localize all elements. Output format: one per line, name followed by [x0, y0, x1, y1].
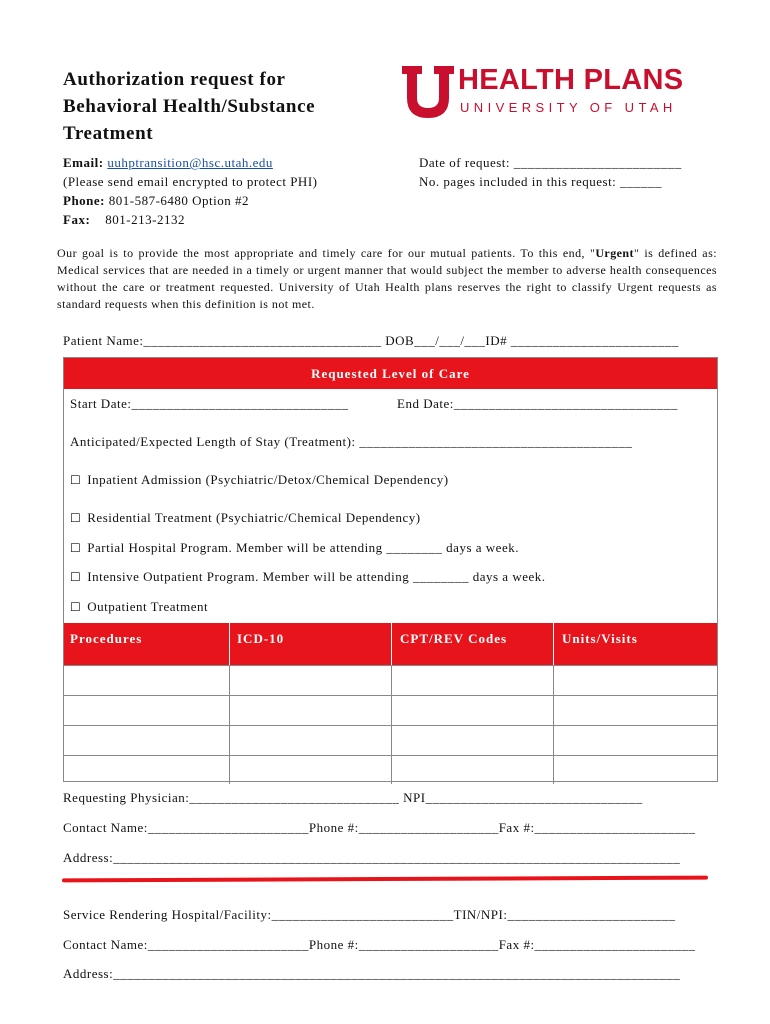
length-of-stay-field[interactable]: Anticipated/Expected Length of Stay (Treatment): _______________________________________ — [70, 434, 633, 449]
logo-brand: HEALTH PLANS — [458, 64, 684, 96]
table-cell[interactable] — [553, 726, 718, 756]
table-cell[interactable] — [64, 726, 229, 756]
fax-value: 801-213-2132 — [105, 212, 185, 227]
table-cell[interactable] — [64, 756, 229, 784]
option-inpatient[interactable] — [70, 472, 449, 488]
phone-label: Phone: — [63, 193, 105, 208]
table-cell[interactable] — [553, 756, 718, 784]
table-cell[interactable] — [229, 726, 392, 756]
table-cell[interactable] — [229, 696, 392, 726]
header-divider — [229, 623, 230, 665]
physician-contact-field[interactable]: Contact Name:_______________________Phone #:____________________Fax #:_______________________ — [63, 820, 696, 835]
checkbox-icon[interactable]: ☐ — [70, 541, 82, 555]
col-icd10: ICD-10 — [237, 631, 285, 646]
table-row — [64, 665, 717, 696]
checkbox-icon[interactable]: ☐ — [70, 473, 82, 487]
checkbox-icon[interactable]: ☐ — [70, 570, 82, 584]
table-cell[interactable] — [391, 666, 554, 696]
section-divider — [62, 876, 708, 883]
intro-paragraph — [57, 245, 717, 313]
option-label: Outpatient Treatment — [87, 599, 209, 614]
form-title — [63, 66, 315, 147]
col-procedures: Procedures — [70, 631, 143, 646]
email-label: Email: — [63, 155, 104, 170]
urgent-term: Urgent — [595, 246, 635, 260]
header-divider — [553, 623, 554, 665]
option-label: Intensive Outpatient Program. Member will be attending ________ days a week. — [87, 569, 546, 584]
contact-info — [63, 153, 317, 229]
patient-info-field[interactable]: Patient Name:__________________________________ DOB___/___/___ID# ________________________ — [63, 333, 679, 348]
option-label: Residential Treatment (Psychiatric/Chemical Dependency) — [87, 510, 421, 525]
email-link[interactable]: uuhptransition@hsc.utah.edu — [107, 155, 273, 170]
title-line-2: Behavioral Health/Substance — [63, 96, 316, 117]
option-label: Partial Hospital Program. Member will be attending ________ days a week. — [87, 540, 519, 555]
date-of-request-field[interactable]: Date of request: ________________________ — [419, 155, 682, 170]
care-box — [63, 357, 718, 782]
option-residential[interactable] — [70, 510, 421, 526]
pages-included-field[interactable]: No. pages included in this request: ______ — [419, 174, 663, 189]
header-divider — [391, 623, 392, 665]
title-line-1: Authorization request for — [63, 69, 286, 90]
table-cell[interactable] — [553, 666, 718, 696]
logo-subtitle: UNIVERSITY OF UTAH — [460, 100, 677, 115]
checkbox-icon[interactable]: ☐ — [70, 600, 82, 614]
facility-field[interactable]: Service Rendering Hospital/Facility:__________________________TIN/NPI:________________________ — [63, 907, 676, 922]
table-cell[interactable] — [391, 696, 554, 726]
table-cell[interactable] — [64, 666, 229, 696]
table-row — [64, 755, 717, 784]
end-date-field[interactable]: End Date:________________________________ — [397, 396, 678, 411]
table-cell[interactable] — [64, 696, 229, 726]
table-cell[interactable] — [553, 696, 718, 726]
option-outpatient[interactable] — [70, 599, 208, 615]
requesting-physician-field[interactable]: Requesting Physician:______________________________ NPI_______________________________ — [63, 790, 643, 805]
start-date-field[interactable]: Start Date:_______________________________ — [70, 396, 349, 411]
title-line-3: Treatment — [63, 123, 154, 144]
table-cell[interactable] — [229, 756, 392, 784]
option-label: Inpatient Admission (Psychiatric/Detox/Chemical Dependency) — [87, 472, 449, 487]
table-row — [64, 695, 717, 726]
facility-address-field[interactable]: Address:_________________________________________________________________________________ — [63, 966, 681, 981]
request-info — [419, 153, 682, 191]
col-cpt-rev: CPT/REV Codes — [400, 631, 508, 646]
intro-text-after: " is defined as: Medical services that are needed in a timely or urgent manner that would subject the member to adverse health consequences without the care or treatment requested. University of Utah Health plans reserves the right to classify Urgent requests as standard requests when this definition is not met. — [57, 246, 717, 311]
table-row — [64, 725, 717, 756]
u-logo-icon — [400, 64, 456, 120]
checkbox-icon[interactable]: ☐ — [70, 511, 82, 525]
email-note: (Please send email encrypted to protect PHI) — [63, 174, 318, 189]
physician-address-field[interactable]: Address:_________________________________________________________________________________ — [63, 850, 681, 865]
option-partial-hospital[interactable] — [70, 540, 519, 556]
intro-text-before: Our goal is to provide the most appropriate and timely care for our mutual patients. To this end, " — [57, 246, 596, 260]
table-cell[interactable] — [391, 726, 554, 756]
option-intensive-outpatient[interactable] — [70, 569, 546, 585]
col-units-visits: Units/Visits — [562, 631, 638, 646]
care-header: Requested Level of Care — [64, 358, 717, 389]
phone-value: 801-587-6480 Option #2 — [108, 193, 250, 208]
table-cell[interactable] — [391, 756, 554, 784]
fax-label: Fax: — [63, 212, 91, 227]
health-plans-logo — [400, 64, 700, 122]
facility-contact-field[interactable]: Contact Name:_______________________Phone #:____________________Fax #:_______________________ — [63, 937, 696, 952]
table-cell[interactable] — [229, 666, 392, 696]
